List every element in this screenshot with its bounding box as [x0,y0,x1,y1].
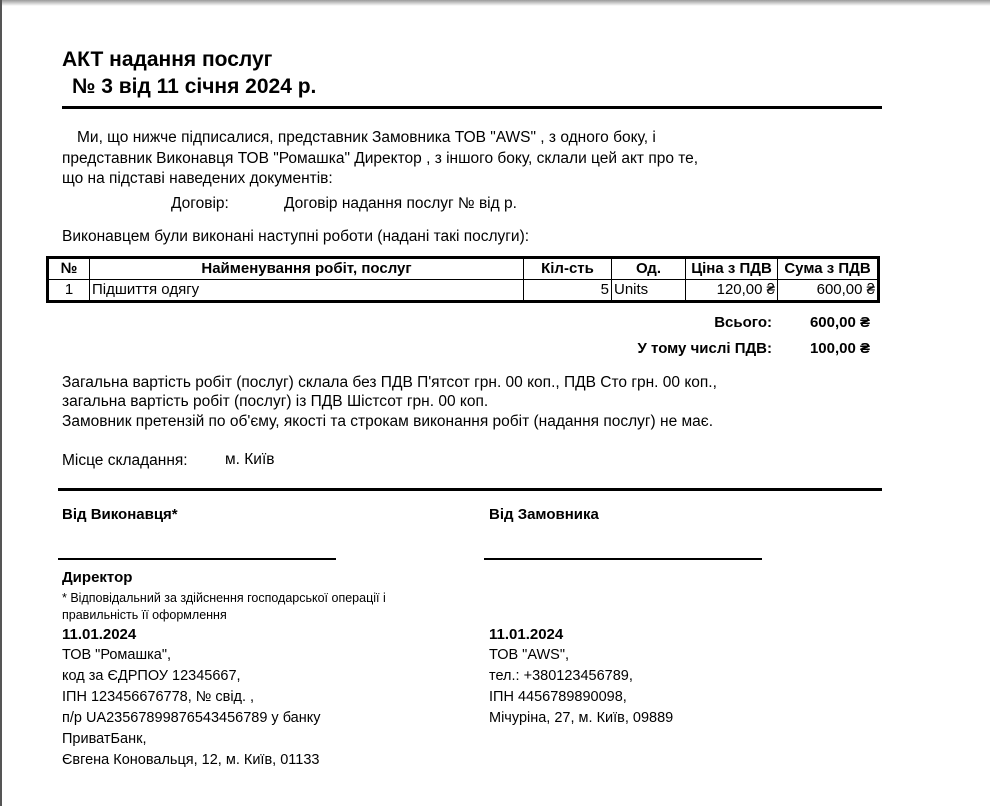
intro-line-1: Ми, що нижче підписалися, представник Замовника ТОВ "AWS" , з одного боку, і [77,129,656,146]
executor-detail-line: Євгена Коновальця, 12, м. Київ, 01133 [62,752,320,768]
customer-signature-line [484,558,762,560]
customer-details [489,645,673,729]
total-label: Всього: [714,314,772,331]
customer-detail-line: тел.: +380123456789, [489,668,633,684]
title-rule [62,106,882,109]
table-header-row [48,258,879,280]
executor-note-line-1: * Відповідальний за здійснення господарської операції і [62,591,386,605]
header-unit: Од. [612,258,686,280]
cell-sum: 600,00 ₴ [778,280,879,302]
cell-no: 1 [48,280,90,302]
executor-position: Директор [62,569,133,586]
executor-note-line-2: правильність її оформлення [62,608,227,622]
executor-detail-line: ІПН 123456676778, № свід. , [62,689,255,705]
customer-detail-line: ІПН 4456789890098, [489,689,627,705]
table-row [48,280,879,302]
document-title [62,46,316,100]
place-value: м. Київ [225,451,275,468]
customer-date: 11.01.2024 [489,626,564,643]
summary-line-1: Загальна вартість робіт (послуг) склала без ПДВ П'ятсот грн. 00 коп., ПДВ Сто грн. 00 коп., [62,374,717,391]
cell-qty: 5 [524,280,612,302]
total-value: 600,00 ₴ [809,314,870,331]
place-label: Місце складання: [62,452,188,469]
summary-line-3: Замовник претензій по об'єму, якості та строкам виконання робіт (надання послуг) не має. [62,413,713,430]
executor-date: 11.01.2024 [62,626,137,643]
works-intro: Виконавцем були виконані наступні роботи (надані такі послуги): [62,228,530,245]
cell-name: Підшиття одягу [90,280,524,302]
header-name: Найменування робіт, послуг [90,258,524,280]
contract-value: Договір надання послуг № від р. [284,195,517,212]
executor-signature-line [58,558,336,560]
summary-line-2: загальна вартість робіт (послуг) із ПДВ Шістсот грн. 00 коп. [62,393,489,410]
vat-value: 100,00 ₴ [809,340,870,357]
executor-details [62,645,321,771]
title-line-1: АКТ надання послуг [62,48,273,71]
cell-unit: Units [612,280,686,302]
executor-detail-line: код за ЄДРПОУ 12345667, [62,668,241,684]
header-price: Ціна з ПДВ [686,258,778,280]
executor-detail-line: ПриватБанк, [62,731,147,747]
executor-detail-line: п/р UA23567899876543456789 у банку [62,710,321,726]
executor-detail-line: ТОВ "Ромашка", [62,647,171,663]
customer-heading: Від Замовника [489,506,599,523]
contract-label: Договір: [171,195,229,212]
customer-detail-line: ТОВ "AWS", [489,647,569,663]
executor-heading: Від Виконавця* [62,506,178,523]
header-qty: Кіл-сть [524,258,612,280]
header-no: № [48,258,90,280]
intro-line-2: представник Виконавця ТОВ "Ромашка" Директор , з іншого боку, склали цей акт про те, [62,150,699,167]
works-table [46,256,880,303]
intro-line-3: що на підставі наведених документів: [62,170,333,187]
header-sum: Сума з ПДВ [778,258,879,280]
signature-rule [58,488,882,491]
cell-price: 120,00 ₴ [686,280,778,302]
vat-label: У тому числі ПДВ: [637,340,772,357]
title-line-2: № 3 від 11 січня 2024 р. [72,75,317,98]
customer-detail-line: Мічуріна, 27, м. Київ, 09889 [489,710,674,726]
